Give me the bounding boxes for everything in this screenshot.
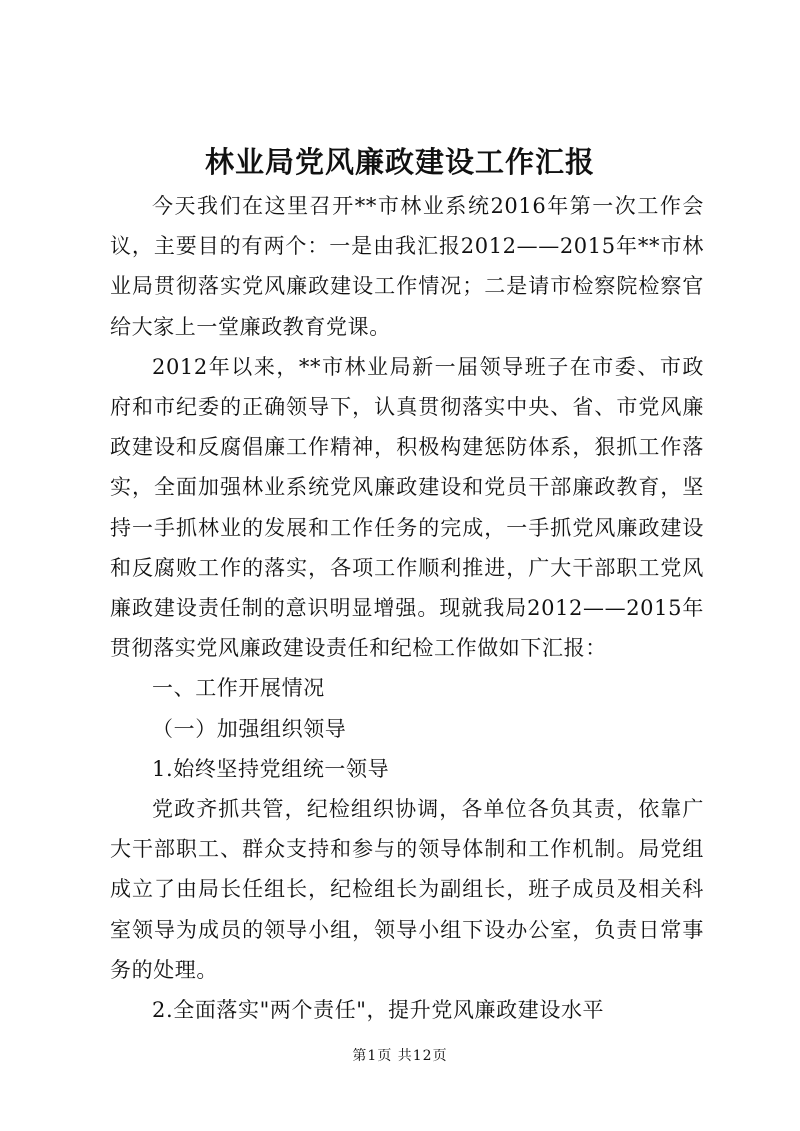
- paragraph-overview: 2012年以来，**市林业局新一届领导班子在市委、市政府和市纪委的正确领导下，认真贯彻落实中央、省、市党风廉政建设和反腐倡廉工作精神，积极构建惩防体系，狠抓工作落实，全面加强林业系统党风廉政建设和党员干部廉政教育，坚持一手抓林业的发展和工作任务的完成，一手抓党风廉政建设和反腐败工作的落实，各项工作顺利推进，广大干部职工党风廉政建设责任制的意识明显增强。现就我局2012——2015年贯彻落实党风廉政建设责任和纪检工作做如下汇报：: [110, 354, 704, 661]
- item-heading-party-leadership: 1.始终坚持党组统一领导: [152, 756, 390, 781]
- subsection-heading-organization: （一）加强组织领导: [152, 716, 347, 741]
- paragraph-intro: 今天我们在这里召开**市林业系统2016年第一次工作会议，主要目的有两个：一是由我汇报2012——2015年**市林业局贯彻落实党风廉政建设工作情况；二是请市检察院检察官给大家上一堂廉政教育党课。: [110, 194, 704, 339]
- page-number-footer: 第1页 共12页: [352, 1048, 448, 1064]
- document-title: 林业局党风廉政建设工作汇报: [204, 145, 595, 179]
- item-heading-two-responsibilities: 2.全面落实"两个责任"，提升党风廉政建设水平: [152, 998, 605, 1023]
- document-body: [110, 186, 704, 1030]
- paragraph-leadership-system: 党政齐抓共管，纪检组织协调，各单位各负其责，依靠广大干部职工、群众支持和参与的领导体制和工作机制。局党组成立了由局长任组长，纪检组长为副组长，班子成员及相关科室领导为成员的领导小组，领导小组下设办公室，负责日常事务的处理。: [110, 797, 704, 982]
- section-heading-work-progress: 一、工作开展情况: [152, 676, 325, 701]
